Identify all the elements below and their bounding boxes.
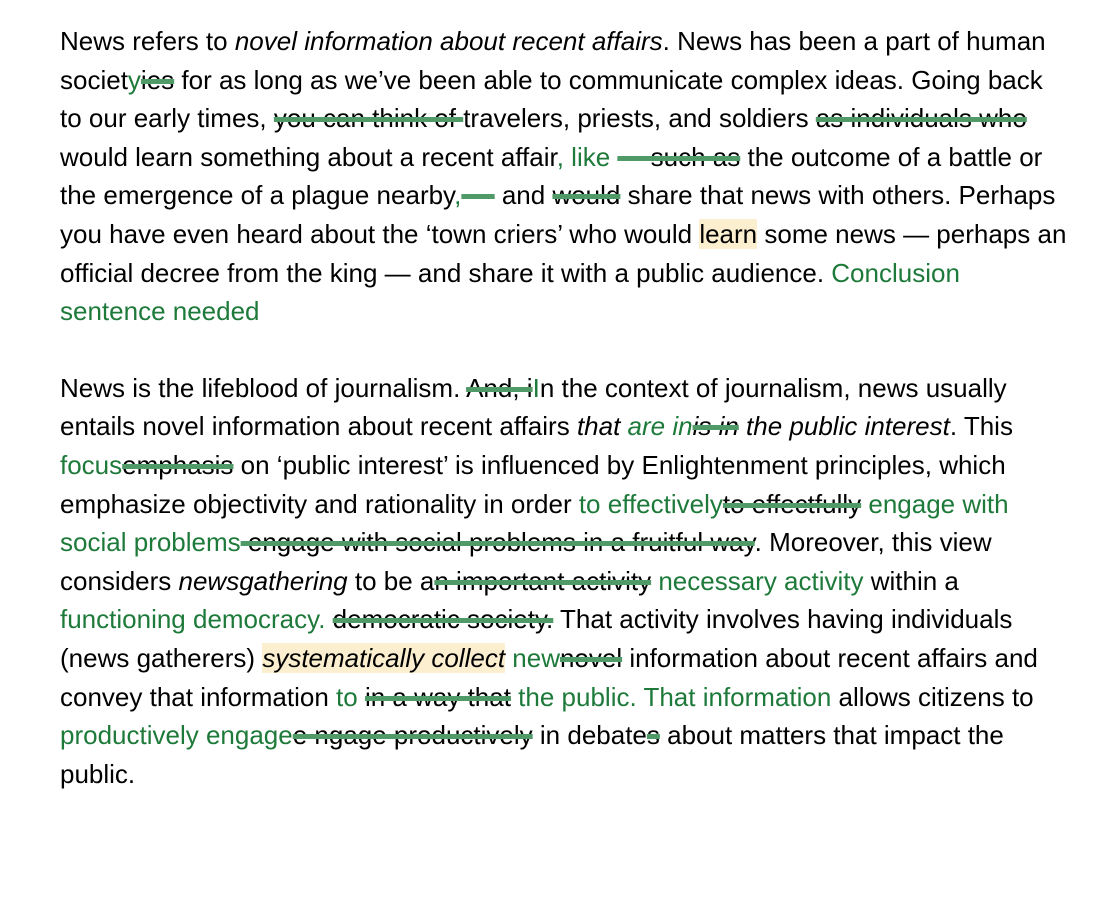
inserted-text[interactable]: engage with social problems <box>60 488 1009 558</box>
inserted-text[interactable]: Conclusion sentence needed <box>60 257 960 327</box>
text-run: within a <box>863 565 959 596</box>
highlighted-comment-text[interactable]: learn <box>699 218 758 249</box>
deleted-text[interactable]: to effectfully <box>722 488 862 519</box>
inserted-text[interactable]: functioning democracy. <box>60 604 333 635</box>
deleted-text[interactable]: novel <box>559 642 623 673</box>
inserted-text[interactable]: productively engage <box>60 720 293 751</box>
deleted-text[interactable]: — <box>461 180 495 211</box>
text-run: and <box>494 180 553 211</box>
text-run: on ‘public interest’ is influenced by Enlightenment principles, which emphasize objectivity and rationality in order <box>60 449 1006 519</box>
inserted-text[interactable]: to <box>336 681 365 712</box>
paragraph-news-definition[interactable] <box>60 22 1070 331</box>
text-run: information about recent affairs and convey that information <box>60 642 1038 712</box>
inserted-text[interactable]: new <box>505 642 560 673</box>
text-run: in debate <box>532 720 647 751</box>
inserted-text[interactable]: to effectively <box>578 488 723 519</box>
text-run: newsgathering <box>178 565 348 596</box>
deleted-text[interactable]: — such as <box>617 141 741 172</box>
text-run: . News has been a part of human societ <box>60 26 1046 95</box>
deleted-text[interactable]: ies <box>140 64 175 95</box>
deleted-text[interactable]: n important activity <box>434 565 652 596</box>
deleted-text[interactable]: emphasis <box>122 449 234 480</box>
inserted-text[interactable]: focus <box>60 449 123 480</box>
text-run: the outcome of a battle or the emergence of a plague nearby <box>60 141 1043 211</box>
deleted-text[interactable]: you can think of <box>273 103 464 134</box>
text-run: that <box>576 411 628 442</box>
deleted-text[interactable]: is in <box>692 411 739 442</box>
deleted-text[interactable]: as individuals who <box>815 103 1027 134</box>
inserted-text[interactable]: necessary activity <box>651 565 864 596</box>
deleted-text[interactable]: And, i <box>466 372 533 403</box>
text-run: the public interest <box>738 411 950 442</box>
text-run: . This <box>949 411 1013 442</box>
text-run: . Moreover, this view considers <box>60 527 992 596</box>
deleted-text[interactable]: democratic society. <box>332 604 554 635</box>
inserted-text[interactable]: , <box>454 180 462 211</box>
deleted-text[interactable]: e ngage productively <box>292 720 533 751</box>
text-run: for as long as we’ve been able to communicate complex ideas. Going back to our early times, <box>60 64 1043 134</box>
text-run: travelers, priests, and soldiers <box>463 103 816 134</box>
text-run: News refers to <box>60 26 235 56</box>
inserted-text[interactable]: are in <box>627 411 693 442</box>
text-run: novel information about recent affairs <box>234 26 663 56</box>
text-run: n the context of journalism, news usually entails novel information about recent affairs <box>60 372 1007 442</box>
inserted-text[interactable]: y <box>127 64 141 95</box>
highlighted-comment-text[interactable]: systematically collect <box>262 642 506 673</box>
document-body <box>60 22 1070 793</box>
deleted-text[interactable]: engage with social problems in a fruitful way <box>240 527 755 558</box>
inserted-text[interactable]: , like <box>556 141 618 172</box>
text-run: to be a <box>347 565 435 596</box>
paragraph-news-journalism[interactable] <box>60 369 1070 794</box>
text-run: News is the lifeblood of journalism. <box>60 372 467 403</box>
text-run: would learn something about a recent affair <box>60 141 557 172</box>
deleted-text[interactable]: in a way that <box>364 681 511 712</box>
text-run: some news — perhaps an official decree from the king — and share it with a public audience. <box>60 218 1067 288</box>
text-run: That activity involves having individuals (news gatherers) <box>60 604 1013 673</box>
text-run: about matters that impact the public. <box>60 720 1004 789</box>
deleted-text[interactable]: would <box>552 180 621 211</box>
text-run: share that news with others. Perhaps you have even heard about the ‘town criers’ who would <box>60 180 1056 249</box>
deleted-text[interactable]: s <box>646 720 660 751</box>
text-run: allows citizens to <box>831 681 1034 712</box>
inserted-text[interactable]: I <box>532 372 540 403</box>
inserted-text[interactable]: the public. That information <box>510 681 832 712</box>
